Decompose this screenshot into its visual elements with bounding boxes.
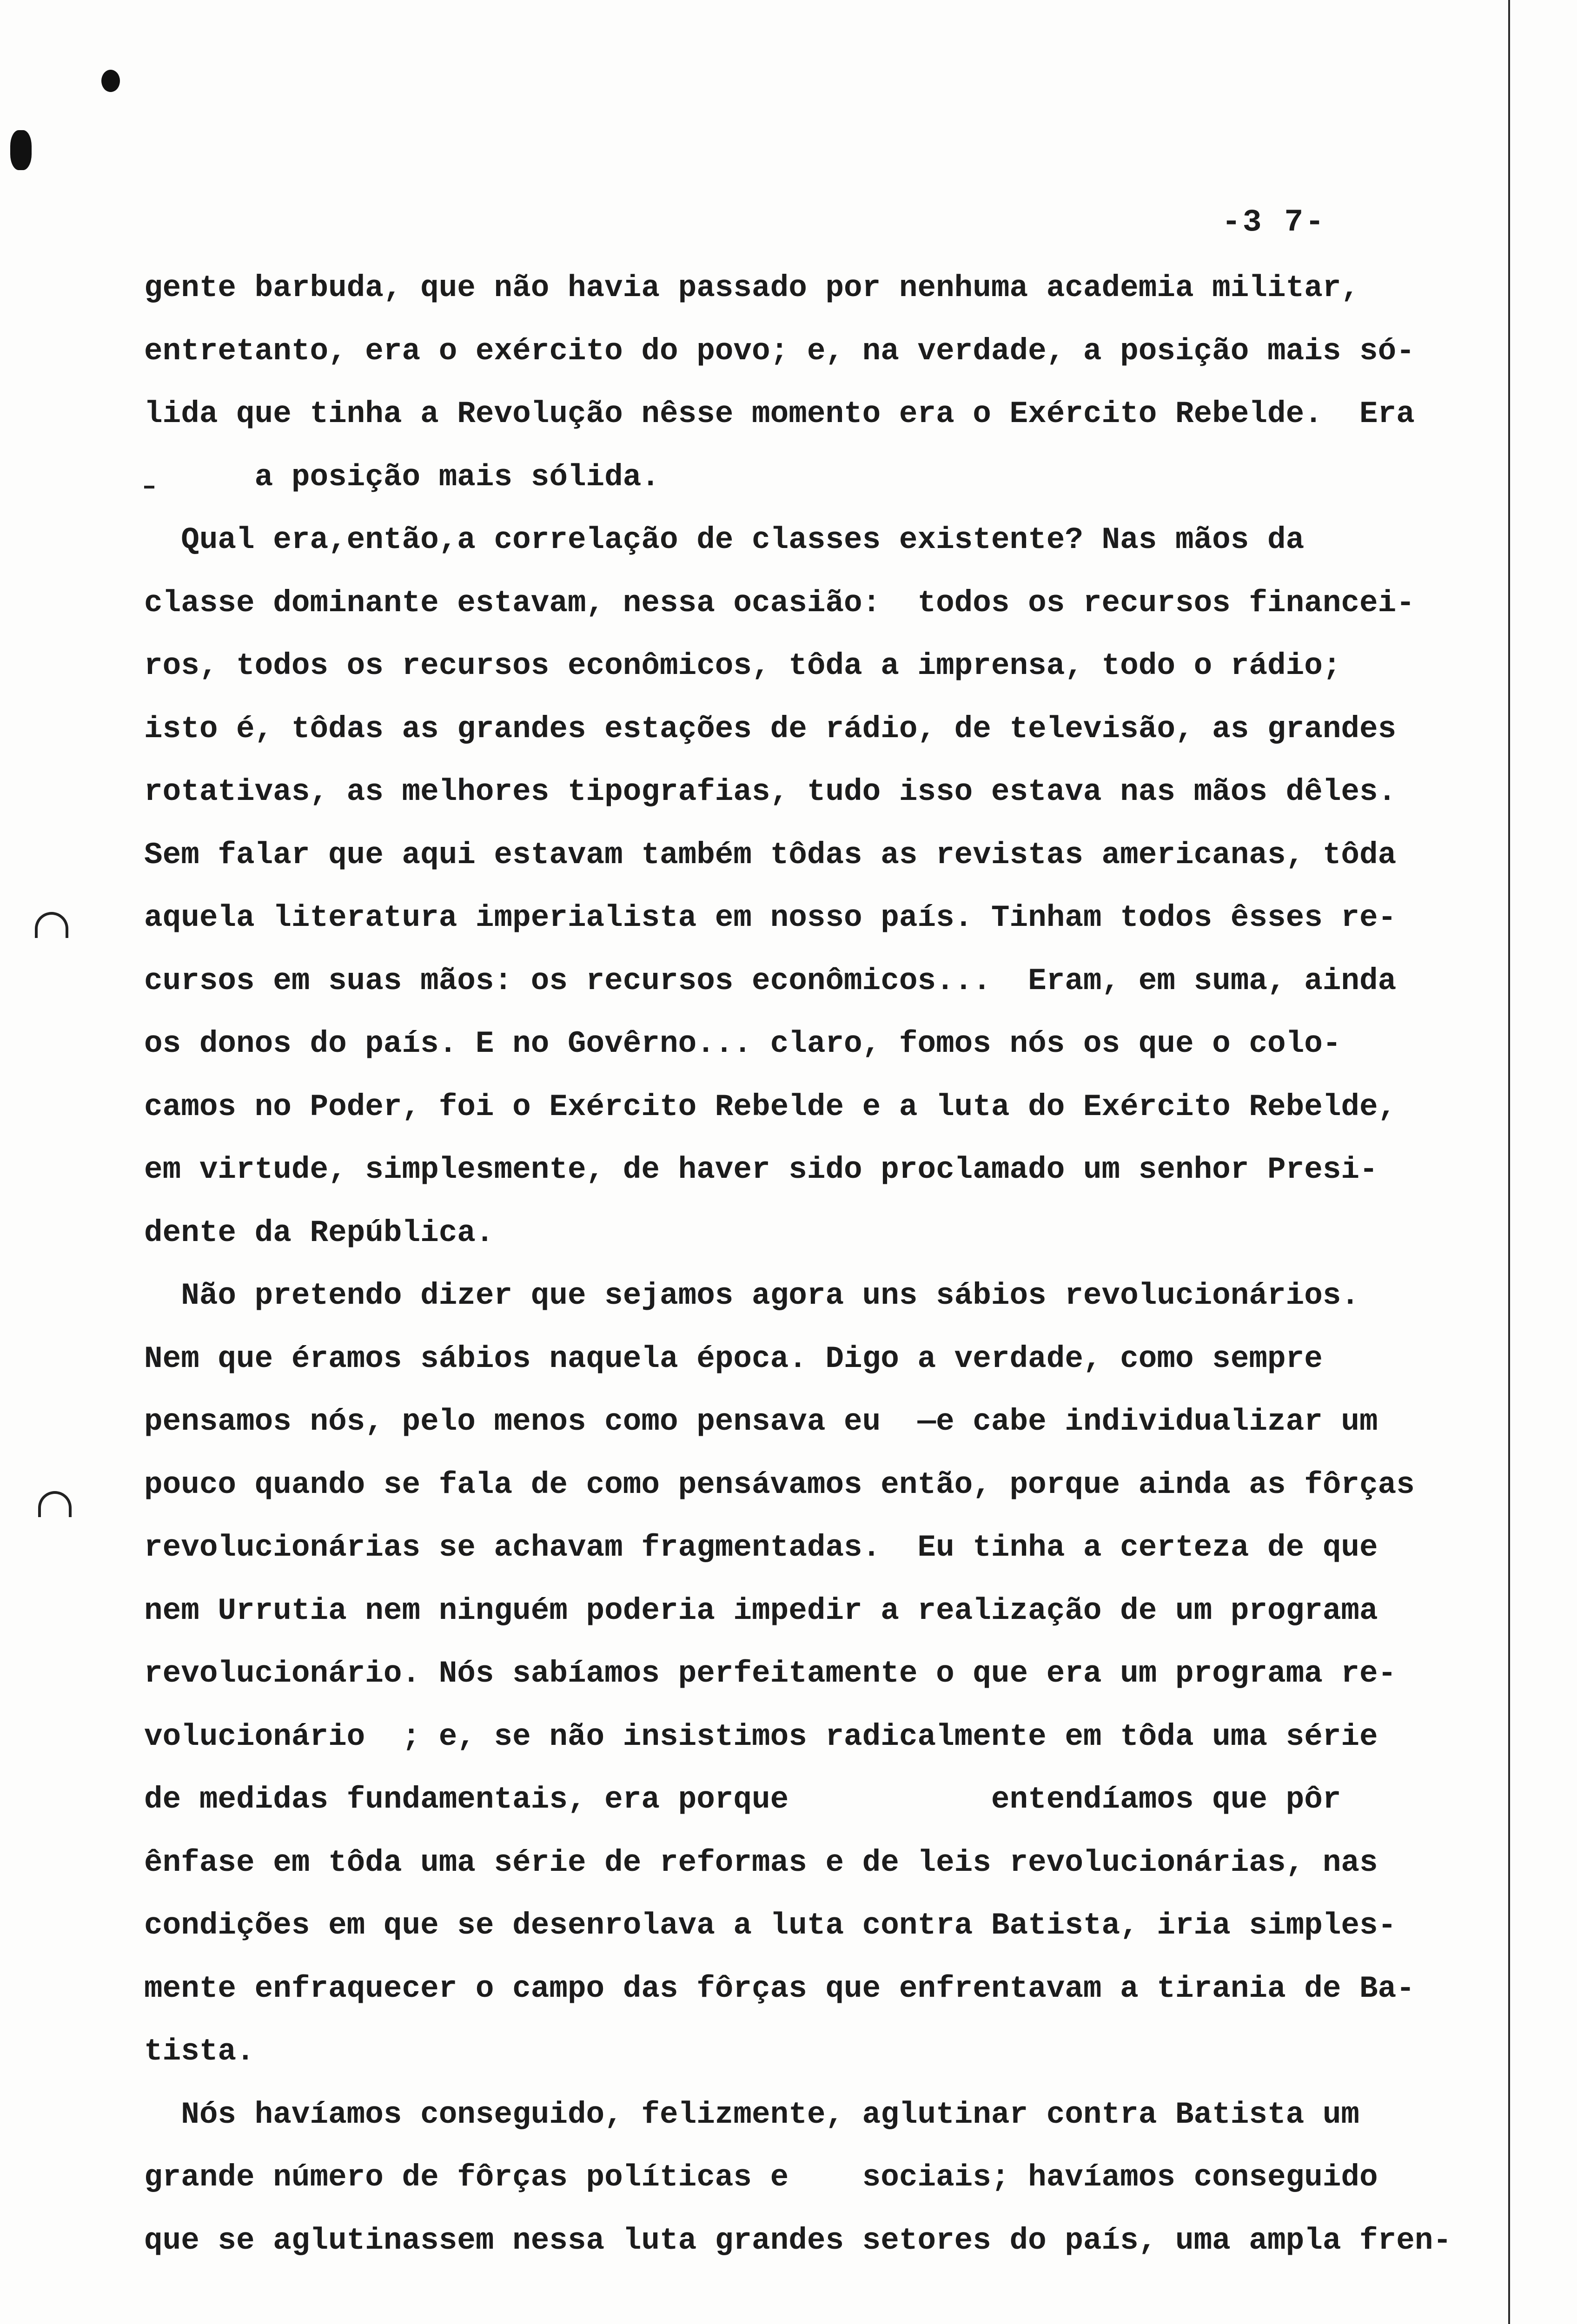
text-line: ênfase em tôda uma série de reformas e de leis revolucionárias, nas [144, 1845, 1378, 1880]
text-line: tista. [144, 2034, 255, 2069]
text-line: de medidas fundamentais, era porque entendíamos que pôr [144, 1782, 1341, 1817]
text-line: Nós havíamos conseguido, felizmente, aglutinar contra Batista um [144, 2097, 1360, 2132]
text-line: pensamos nós, pelo menos como pensava eu —e cabe individualizar um [144, 1404, 1378, 1439]
text-line: ros, todos os recursos econômicos, tôda a imprensa, todo o rádio; [144, 648, 1341, 683]
text-line: entretanto, era o exército do povo; e, na verdade, a posição mais só- [144, 333, 1415, 369]
text-line: rotativas, as melhores tipografias, tudo isso estava nas mãos dêles. [144, 774, 1397, 809]
text-line: Não pretendo dizer que sejamos agora uns sábios revolucionários. [144, 1278, 1360, 1313]
text-line: em virtude, simplesmente, de haver sido proclamado um senhor Presi- [144, 1152, 1378, 1187]
text-line: gente barbuda, que não havia passado por nenhuma academia militar, [144, 271, 1360, 305]
text-line: pouco quando se fala de como pensávamos então, porque ainda as fôrças [144, 1467, 1415, 1502]
text-line: que se aglutinassem nessa luta grandes setores do país, uma ampla fren- [144, 2223, 1452, 2258]
text-line: volucionário ; e, se não insistimos radicalmente em tôda uma série [144, 1719, 1378, 1754]
text-line: lida que tinha a Revolução nêsse momento era o Exército Rebelde. Era [144, 396, 1415, 431]
text-line: isto é, tôdas as grandes estações de rádio, de televisão, as grandes [144, 711, 1397, 746]
body-text [144, 270, 1492, 2285]
text-line: classe dominante estavam, nessa ocasião: todos os recursos financei- [144, 585, 1415, 621]
text-line: grande número de fôrças políticas e sociais; havíamos conseguido [144, 2160, 1378, 2195]
text-line: revolucionárias se achavam fragmentadas. Eu tinha a certeza de que [144, 1530, 1378, 1565]
text-line: camos no Poder, foi o Exército Rebelde e a luta do Exército Rebelde, [144, 1089, 1397, 1124]
text-line: dente da República. [144, 1215, 494, 1250]
text-line: Sem falar que aqui estavam também tôdas as revistas americanas, tôda [144, 837, 1397, 872]
page-number: -3 7- [1222, 205, 1326, 240]
text-line: revolucionário. Nós sabíamos perfeitamente o que era um programa re- [144, 1656, 1397, 1691]
text-line: nem Urrutia nem ninguém poderia impedir a realização de um programa [144, 1593, 1378, 1628]
text-line: os donos do país. E no Govêrno... claro, fomos nós os que o colo- [144, 1026, 1341, 1061]
punch-hole-mark [35, 912, 68, 938]
text-line: condições em que se desenrolava a luta contra Batista, iria simples- [144, 1908, 1397, 1943]
text-line: mente enfraquecer o campo das fôrças que enfrentavam a tirania de Ba- [144, 1971, 1415, 2006]
text-line: a posição mais sólida. [144, 459, 660, 495]
punch-hole-mark [38, 1491, 72, 1517]
ink-speck [101, 70, 120, 92]
text-line: Qual era,então,a correlação de classes existente? Nas mãos da [144, 522, 1305, 557]
text-line: aquela literatura imperialista em nosso país. Tinham todos êsses re- [144, 900, 1397, 935]
text-line: Nem que éramos sábios naquela época. Digo a verdade, como sempre [144, 1341, 1323, 1376]
text-line: cursos em suas mãos: os recursos econômicos... Eram, em suma, ainda [144, 963, 1397, 998]
right-edge-rule [1508, 0, 1510, 2324]
ink-speck [10, 130, 32, 170]
